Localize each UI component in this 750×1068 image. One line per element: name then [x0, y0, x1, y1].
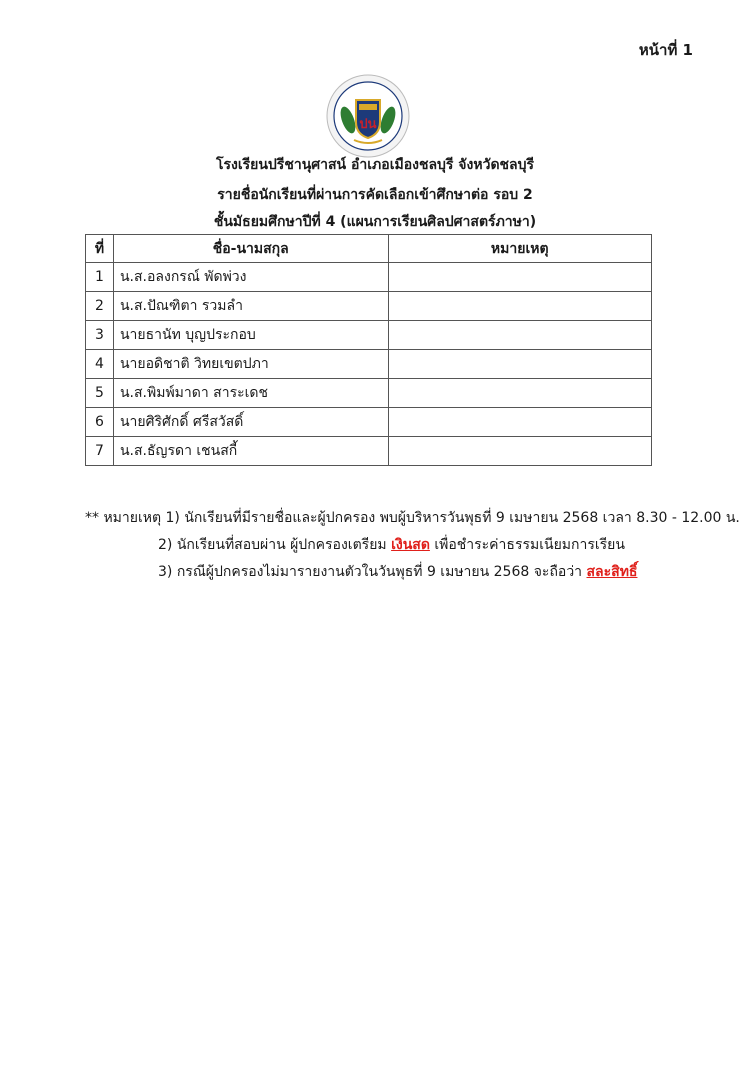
logo-monogram: ปน	[359, 117, 377, 132]
remark-line-2	[85, 532, 740, 559]
row-note	[388, 408, 652, 437]
row-no: 1	[86, 263, 114, 292]
table-row	[86, 321, 652, 350]
forfeit-highlight: สละสิทธิ์	[586, 564, 638, 580]
table-row	[86, 379, 652, 408]
row-note	[388, 292, 652, 321]
cash-highlight: เงินสด	[391, 537, 430, 553]
table-row	[86, 350, 652, 379]
row-note	[388, 350, 652, 379]
row-name: น.ส.พิมพ์มาดา สาระเดช	[113, 379, 388, 408]
row-name: น.ส.ปัณฑิตา รวมลำ	[113, 292, 388, 321]
header-note: หมายเหตุ	[388, 235, 652, 263]
row-name: นายศิริศักดิ์ ศรีสวัสดิ์	[113, 408, 388, 437]
remark-2-text: 2) นักเรียนที่สอบผ่าน ผู้ปกครองเตรียม	[158, 537, 392, 553]
page-number: หน้าที่ 1	[638, 41, 693, 59]
remark-3-text: 3) กรณีผู้ปกครองไม่มารายงานตัวในวันพุธที่ 9 เมษายน 2568 จะถือว่า	[158, 564, 587, 580]
row-name: นายธานัท บุญประกอบ	[113, 321, 388, 350]
row-name: น.ส.ธัญรดา เชนสกี้	[113, 437, 388, 466]
row-note	[388, 321, 652, 350]
header-no: ที่	[86, 235, 114, 263]
header-name: ชื่อ-นามสกุล	[113, 235, 388, 263]
remark-2-tail: เพื่อชำระค่าธรรมเนียมการเรียน	[429, 537, 625, 553]
row-name: นายอดิชาติ วิทยเขตปภา	[113, 350, 388, 379]
school-logo	[326, 74, 410, 158]
grade-plan-title: ชั้นมัธยมศึกษาปีที่ 4 (แผนการเรียนศิลปศาสตร์ภาษา)	[213, 214, 537, 230]
remark-line-1: ** หมายเหตุ 1) นักเรียนที่มีรายชื่อและผู้ปกครอง พบผู้บริหารวันพุธที่ 9 เมษายน 2568 เวลา 8.30 - 12.00 น.	[85, 510, 740, 526]
table-header-row	[86, 235, 652, 263]
row-name: น.ส.อลงกรณ์ พัดพ่วง	[113, 263, 388, 292]
row-no: 2	[86, 292, 114, 321]
remark-line-3	[85, 559, 740, 586]
table-row	[86, 292, 652, 321]
list-title: รายชื่อนักเรียนที่ผ่านการคัดเลือกเข้าศึกษาต่อ รอบ 2	[217, 187, 533, 203]
table-row	[86, 437, 652, 466]
student-table	[85, 234, 652, 466]
table-row	[86, 263, 652, 292]
row-no: 3	[86, 321, 114, 350]
row-note	[388, 437, 652, 466]
row-note	[388, 379, 652, 408]
row-note	[388, 263, 652, 292]
row-no: 4	[86, 350, 114, 379]
school-title: โรงเรียนปรีชานุศาสน์ อำเภอเมืองชลบุรี จังหวัดชลบุรี	[215, 157, 535, 173]
row-no: 5	[86, 379, 114, 408]
table-row	[86, 408, 652, 437]
row-no: 7	[86, 437, 114, 466]
remarks-section	[85, 505, 740, 586]
row-no: 6	[86, 408, 114, 437]
